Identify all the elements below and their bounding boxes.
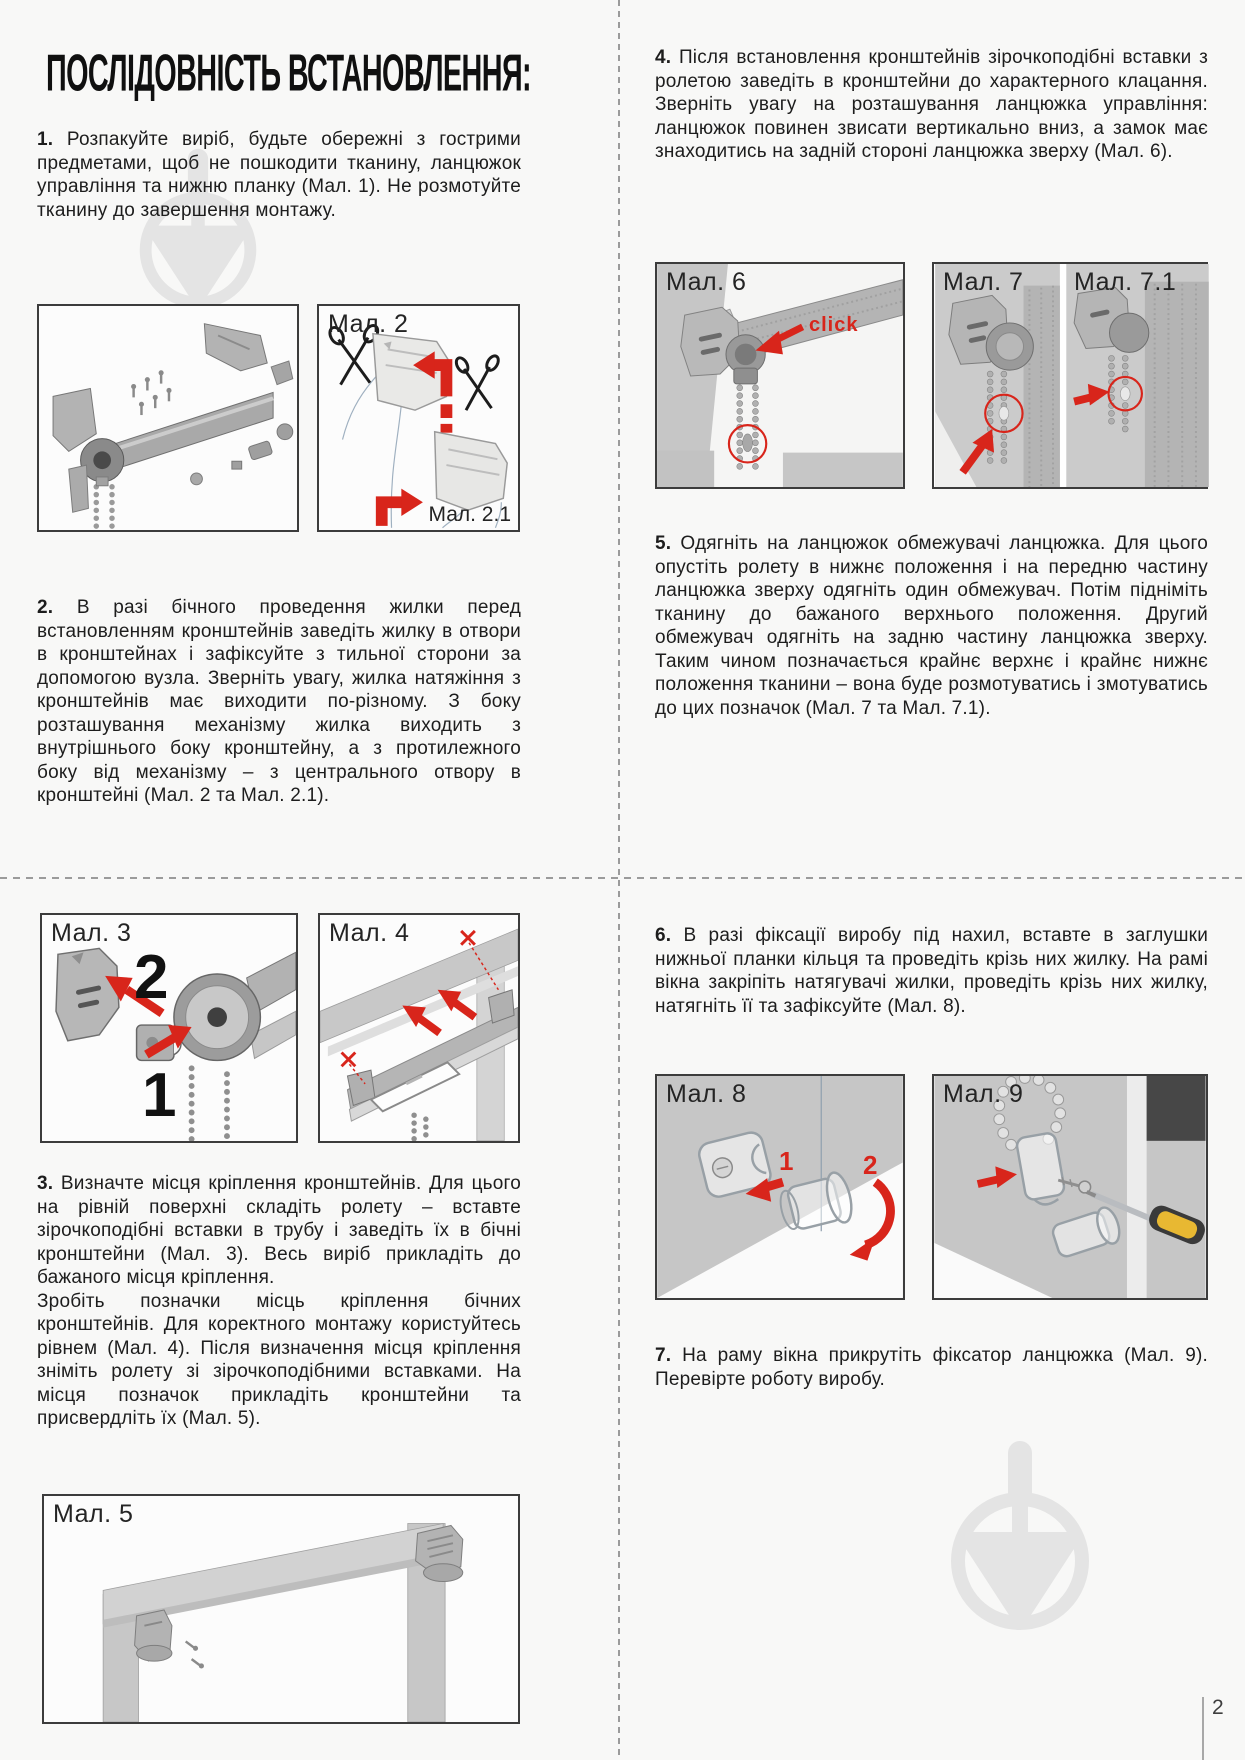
bracket-bottom — [435, 432, 508, 510]
figure-2-illustration — [319, 306, 518, 530]
scissors-icon — [454, 354, 501, 410]
red-arrow-icon — [382, 489, 423, 526]
figure-4-illustration — [320, 915, 518, 1141]
page-number: 2 — [1212, 1696, 1224, 1719]
bead-chain — [189, 1065, 230, 1141]
figure-1-box — [37, 304, 299, 532]
step-marker-2: 2 — [134, 943, 169, 1012]
step-paragraph-3 — [37, 1172, 521, 1431]
step-number: 6. — [655, 925, 672, 946]
step-text: Розпакуйте виріб, будьте обережні з гострими предметами, щоб не пошкодити тканину, ланцюжок управління та нижню планку (Мал. 1). Не розмотуйте тканину до завершення монтажу. — [37, 129, 521, 221]
horizontal-dashed-divider — [0, 877, 1245, 879]
bracket-top — [373, 334, 450, 410]
step-text: На раму вікна прикрутіть фіксатор ланцюжка (Мал. 9). Перевірте роботу виробу. — [655, 1345, 1209, 1390]
click-annotation: click — [809, 314, 859, 336]
step-text-continued: Зробіть позначки місць кріплення бічних кронштейнів. Для коректного монтажу користуйтесь рівнем (Мал. 4). Після визначення місця кріплення зніміть ролету зі зірочкоподібними вставками. На місця позначок прикладіть кронштейни та присвердліть їх (Мал. 5). — [37, 1290, 521, 1429]
window-frame-edge — [1127, 1076, 1147, 1298]
figure-7-1-illustration — [1065, 264, 1210, 487]
step-paragraph-7 — [655, 1344, 1208, 1391]
figure-4-box — [318, 913, 520, 1143]
step-number: 4. — [655, 47, 672, 68]
window-glass — [1147, 1076, 1206, 1141]
page-title: ПОСЛІДОВНІСТЬ ВСТАНОВЛЕННЯ: — [46, 45, 532, 103]
step-paragraph-2 — [37, 596, 521, 808]
figure-label: Мал. 9 — [943, 1080, 1024, 1108]
step-text: Одягніть на ланцюжок обмежувачі ланцюжка. Для цього опустіть ролету в нижнє положення і на передню частину ланцюжка зверху одягніть один обмежувач. Потім підніміть тканину до бажаного верхнього положення. Другий обмежувач одягніть на задню частину ланцюжка зверху. Таким чином позначається крайнє верхнє і крайнє нижнє положення тканини – вона буде розмотуватись і змотуватись до цих позначок (Мал. 7 та Мал. 7.1). — [655, 533, 1208, 719]
step-marker-2: 2 — [863, 1150, 878, 1180]
figure-label: Мал. 2 — [328, 310, 409, 338]
figure-label: Мал. 6 — [666, 268, 747, 296]
screws — [186, 1641, 204, 1668]
figure-2-box — [317, 304, 520, 532]
mechanism-hub — [1110, 313, 1149, 352]
figure-7-1-panel — [1065, 264, 1210, 487]
figure-6-illustration — [657, 264, 903, 487]
bead-chain — [94, 484, 115, 529]
fabric — [1145, 282, 1209, 487]
mechanism-hub — [986, 323, 1033, 370]
figure-9-illustration — [934, 1076, 1206, 1298]
step-text: Після встановлення кронштейнів зірочкоподібні вставки з ролетою заведіть в кронштейни до характерного клацання. Зверніть увагу на розташування ланцюжка управління: ланцюжок повинен звисати вертикально вниз, а замок має знаходитись на задній стороні ланцюжка зверху (Мал. 6). — [655, 47, 1208, 162]
bracket-right — [204, 324, 292, 385]
step-number: 1. — [37, 129, 54, 150]
mounted-bracket-left — [135, 1610, 172, 1661]
step-number: 3. — [37, 1173, 54, 1194]
roller-end — [174, 952, 296, 1060]
figure-label: Мал. 7.1 — [1074, 268, 1177, 296]
step-paragraph-6 — [655, 924, 1208, 1018]
figure-7-illustration — [934, 264, 1061, 487]
step-number: 7. — [655, 1345, 672, 1366]
figure-label: Мал. 7 — [943, 268, 1024, 296]
figure-9-box — [932, 1074, 1208, 1300]
figure-label: Мал. 3 — [51, 919, 132, 947]
step-marker-1: 1 — [142, 1061, 177, 1130]
figure-7-box — [932, 262, 1208, 489]
figure-5-box — [42, 1494, 520, 1724]
step-paragraph-4 — [655, 46, 1208, 164]
screws — [131, 370, 171, 415]
roller-tube — [81, 392, 274, 481]
figure-sublabel: Мал. 2.1 — [428, 503, 511, 526]
page-number-rule — [1202, 1697, 1204, 1760]
figure-8-box — [655, 1074, 905, 1300]
figure-label: Мал. 8 — [666, 1080, 747, 1108]
step-paragraph-1 — [37, 128, 521, 222]
step-paragraph-5 — [655, 532, 1208, 720]
figure-6-box — [655, 262, 905, 489]
brand-watermark-icon — [930, 1438, 1110, 1660]
bead-chain — [411, 1112, 428, 1141]
step-text: В разі бічного проведення жилки перед встановленням кронштейнів заведіть жилку в отвори в кронштейнах і зафіксуйте з тильної сторони за допомогою вузла. Зверніть увагу, жилка натяжіння з кронштейнів має виходити по-різному. З боку розташування механізму жилка виходить з внутрішнього боку кронштейну, а з протилежного боку від механізму – з центрального отвору в кронштейні (Мал. 2 та Мал. 2.1). — [37, 597, 521, 806]
step-marker-1: 1 — [779, 1146, 794, 1176]
figure-label: Мал. 5 — [53, 1500, 134, 1528]
vertical-dashed-divider — [618, 0, 620, 1760]
step-number: 5. — [655, 533, 672, 554]
step-text: В разі фіксації виробу під нахил, вставте в заглушки нижньої планки кільця та проведіть крізь них жилку. На рамі вікна закріпіть натягувачі жилки, проведіть крізь них жилку, натягніть її та зафіксуйте (Мал. 8). — [655, 925, 1209, 1017]
figure-3-box — [40, 913, 298, 1143]
figure-8-illustration — [657, 1076, 903, 1298]
fabric — [1024, 286, 1060, 487]
side-bracket — [56, 948, 119, 1040]
step-number: 2. — [37, 597, 54, 618]
step-text: Визначте місця кріплення кронштейнів. Для цього на рівній поверхні складіть ролету – вставте зірочкоподібні вставки в трубу і заведіть їх в бічні кронштейни (Мал. 3). Весь виріб прикладіть до бажаного місця кріплення. — [37, 1173, 521, 1288]
figure-1-illustration — [39, 306, 297, 530]
figure-label: Мал. 4 — [329, 919, 410, 947]
figure-7-panel — [934, 264, 1061, 487]
figure-5-illustration — [44, 1496, 518, 1722]
